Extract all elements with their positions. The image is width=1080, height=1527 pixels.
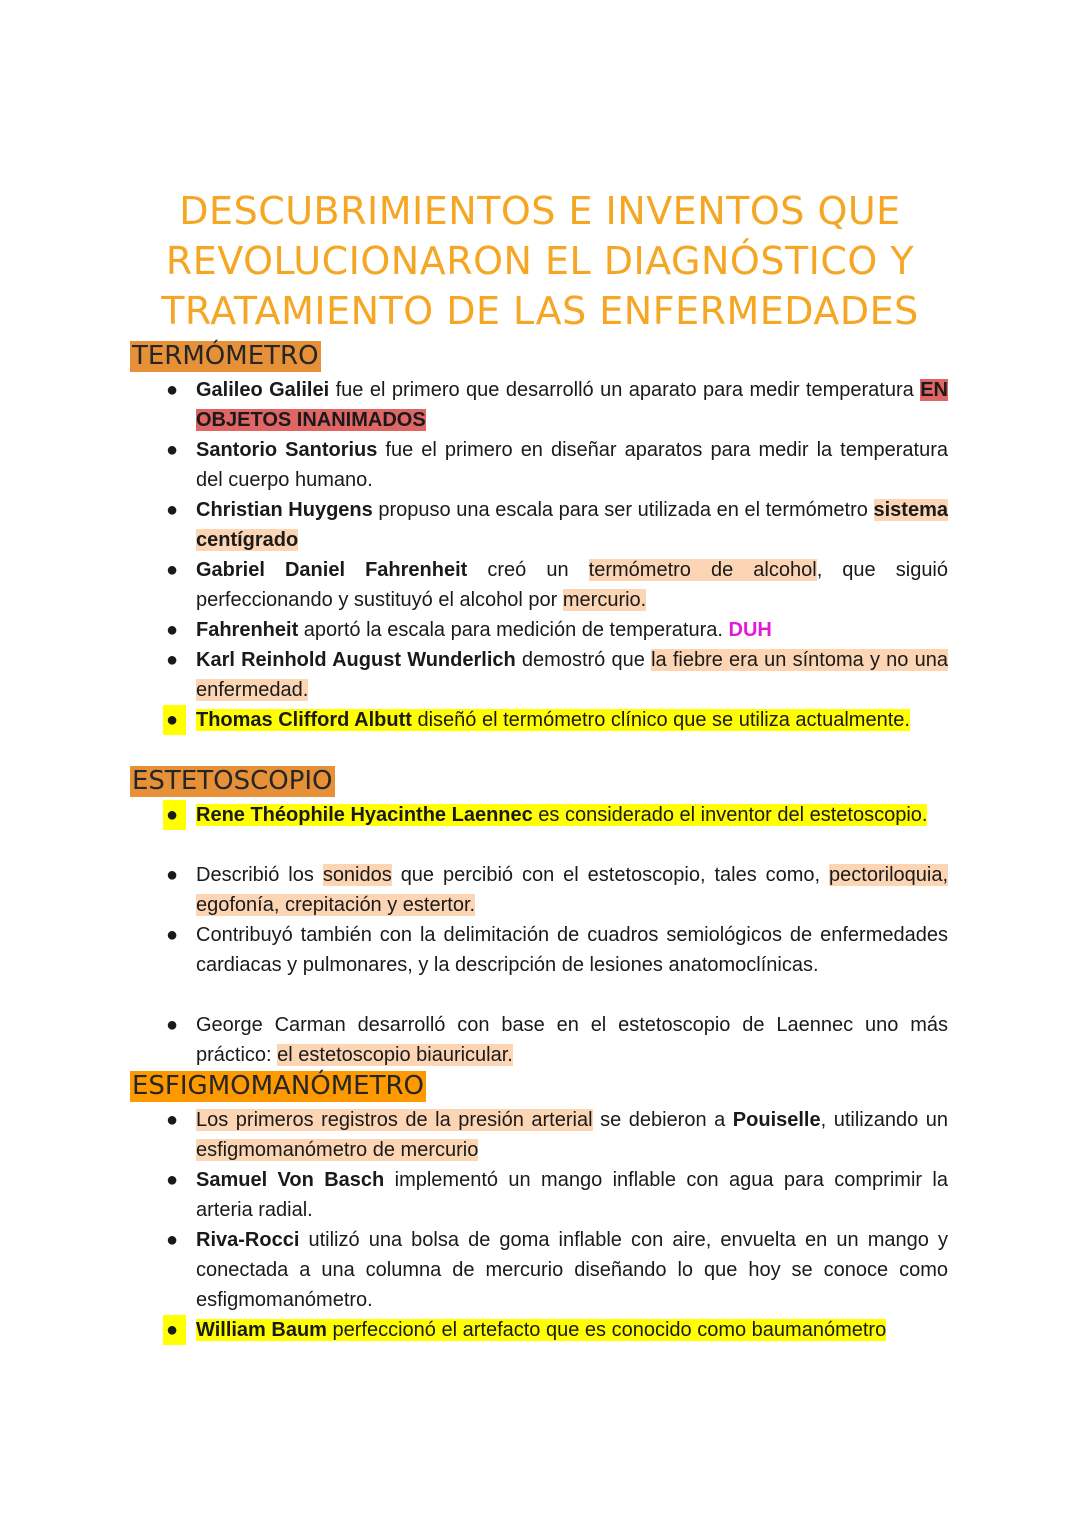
bullet-icon: ● bbox=[166, 1014, 179, 1036]
highlight-yellow bbox=[196, 709, 910, 731]
highlight-peach: sistema centígrado bbox=[196, 499, 948, 551]
person-name: Gabriel Daniel Fahrenheit bbox=[196, 559, 468, 581]
page-title-line-1: DESCUBRIMIENTOS E INVENTOS QUE bbox=[179, 189, 901, 233]
person-name: Samuel Von Basch bbox=[196, 1169, 385, 1191]
highlight-yellow bbox=[196, 804, 927, 826]
section-heading-estetoscopio: ESTETOSCOPIO bbox=[132, 766, 333, 796]
item-text: utilizó una bolsa de goma inflable con aire, envuelta en un mango y conectada a una columna de mercurio diseñando lo que hoy se conoce como esfigmomanómetro. bbox=[196, 1229, 948, 1311]
item-text: Contribuyó también con la delimitación de cuadros semiológicos de enfermedades cardiacas y pulmonares, y la descripción de lesiones anatomoclínicas. bbox=[196, 924, 948, 976]
list-item bbox=[166, 375, 948, 435]
highlight-peach: mercurio. bbox=[562, 589, 647, 611]
item-text: , que siguió perfeccionando y sustituyó el alcohol por bbox=[196, 559, 949, 611]
list-item bbox=[166, 1165, 949, 1225]
bullet-icon: ● bbox=[166, 439, 179, 461]
bullet-icon: ● bbox=[166, 1109, 179, 1131]
section-heading-esfigmomanometro: ESFIGMOMANÓMETRO bbox=[132, 1071, 425, 1101]
bullet-icon: ● bbox=[166, 924, 179, 946]
list-item bbox=[166, 1315, 948, 1345]
highlight-red: EN OBJETOS INANIMADOS bbox=[196, 379, 948, 431]
list-item bbox=[166, 645, 948, 705]
page-title-line-3: TRATAMIENTO DE LAS ENFERMEDADES bbox=[161, 289, 919, 333]
item-text: demostró que bbox=[515, 649, 652, 671]
person-name: Riva-Rocci bbox=[196, 1229, 300, 1251]
highlight-peach: el estetoscopio biauricular. bbox=[277, 1044, 513, 1066]
item-text: que percibió con el estetoscopio, tales como, bbox=[391, 864, 830, 886]
list-item bbox=[166, 705, 948, 735]
highlight-peach: esfigmomanómetro de mercurio bbox=[196, 1139, 479, 1161]
item-text: propuso una escala para ser utilizada en el termómetro bbox=[372, 499, 874, 521]
item-text: creó un bbox=[467, 559, 589, 581]
item-text: implementó un mango inflable con agua para comprimir la arteria radial. bbox=[196, 1169, 949, 1221]
bullet-icon: ● bbox=[166, 1229, 179, 1251]
list-item bbox=[166, 435, 949, 495]
highlight-peach: termómetro de alcohol bbox=[588, 559, 817, 581]
page-title-line-2: REVOLUCIONARON EL DIAGNÓSTICO Y bbox=[165, 239, 915, 283]
bullet-icon: ● bbox=[163, 1315, 186, 1345]
person-name: Christian Huygens bbox=[196, 499, 373, 521]
highlight-yellow bbox=[196, 1319, 886, 1341]
list-item bbox=[166, 860, 949, 920]
list-item bbox=[166, 495, 948, 555]
list-item bbox=[166, 1105, 948, 1165]
person-name: William Baum bbox=[196, 1319, 327, 1341]
item-text: aportó la escala para medición de temperatura. bbox=[298, 619, 729, 641]
bullet-icon: ● bbox=[166, 379, 179, 401]
highlight-peach: sonidos bbox=[322, 864, 392, 886]
bullet-icon: ● bbox=[166, 649, 179, 671]
item-text: perfeccionó el artefacto que es conocido como baumanómetro bbox=[326, 1319, 887, 1341]
highlight-peach: pectoriloquia, egofonía, crepitación y estertor. bbox=[196, 864, 949, 916]
item-text: fue el primero que desarrolló un aparato para medir temperatura bbox=[329, 379, 921, 401]
bullet-icon: ● bbox=[163, 705, 186, 735]
item-text: se debieron a bbox=[592, 1109, 733, 1131]
duh-annotation: DUH bbox=[728, 619, 772, 641]
bullet-icon: ● bbox=[166, 864, 179, 886]
list-item bbox=[166, 800, 948, 830]
section-heading-termometro: TERMÓMETRO bbox=[132, 341, 319, 371]
list-item bbox=[166, 1010, 948, 1070]
person-name: Fahrenheit bbox=[196, 619, 299, 641]
person-name: Galileo Galilei bbox=[196, 379, 330, 401]
person-name: Thomas Clifford Albutt bbox=[196, 709, 412, 731]
bullet-icon: ● bbox=[166, 499, 179, 521]
item-text: fue el primero en diseñar aparatos para medir la temperatura del cuerpo humano. bbox=[196, 439, 949, 491]
highlight-peach: la fiebre era un síntoma y no una enfermedad. bbox=[196, 649, 948, 701]
person-name: Pouiselle bbox=[732, 1109, 821, 1131]
bullet-icon: ● bbox=[163, 800, 186, 830]
person-name: Rene Théophile Hyacinthe Laennec bbox=[196, 804, 533, 826]
item-text: George Carman desarrolló con base en el estetoscopio de Laennec uno más práctico: bbox=[196, 1014, 948, 1066]
bullet-icon: ● bbox=[166, 1169, 179, 1191]
list-item bbox=[166, 615, 948, 645]
bullet-icon: ● bbox=[166, 559, 179, 581]
list-item bbox=[166, 920, 948, 980]
highlight-peach: Los primeros registros de la presión arterial bbox=[196, 1109, 593, 1131]
item-text: , utilizando un bbox=[820, 1109, 948, 1131]
item-text: diseñó el termómetro clínico que se utiliza actualmente. bbox=[411, 709, 910, 731]
page-title bbox=[110, 186, 970, 336]
item-text: Describió los bbox=[196, 864, 323, 886]
person-name: Karl Reinhold August Wunderlich bbox=[196, 649, 516, 671]
list-item bbox=[166, 1225, 948, 1315]
bullet-icon: ● bbox=[166, 619, 179, 641]
person-name: Santorio Santorius bbox=[196, 439, 378, 461]
item-text: es considerado el inventor del estetoscopio. bbox=[532, 804, 928, 826]
list-item bbox=[166, 555, 949, 615]
